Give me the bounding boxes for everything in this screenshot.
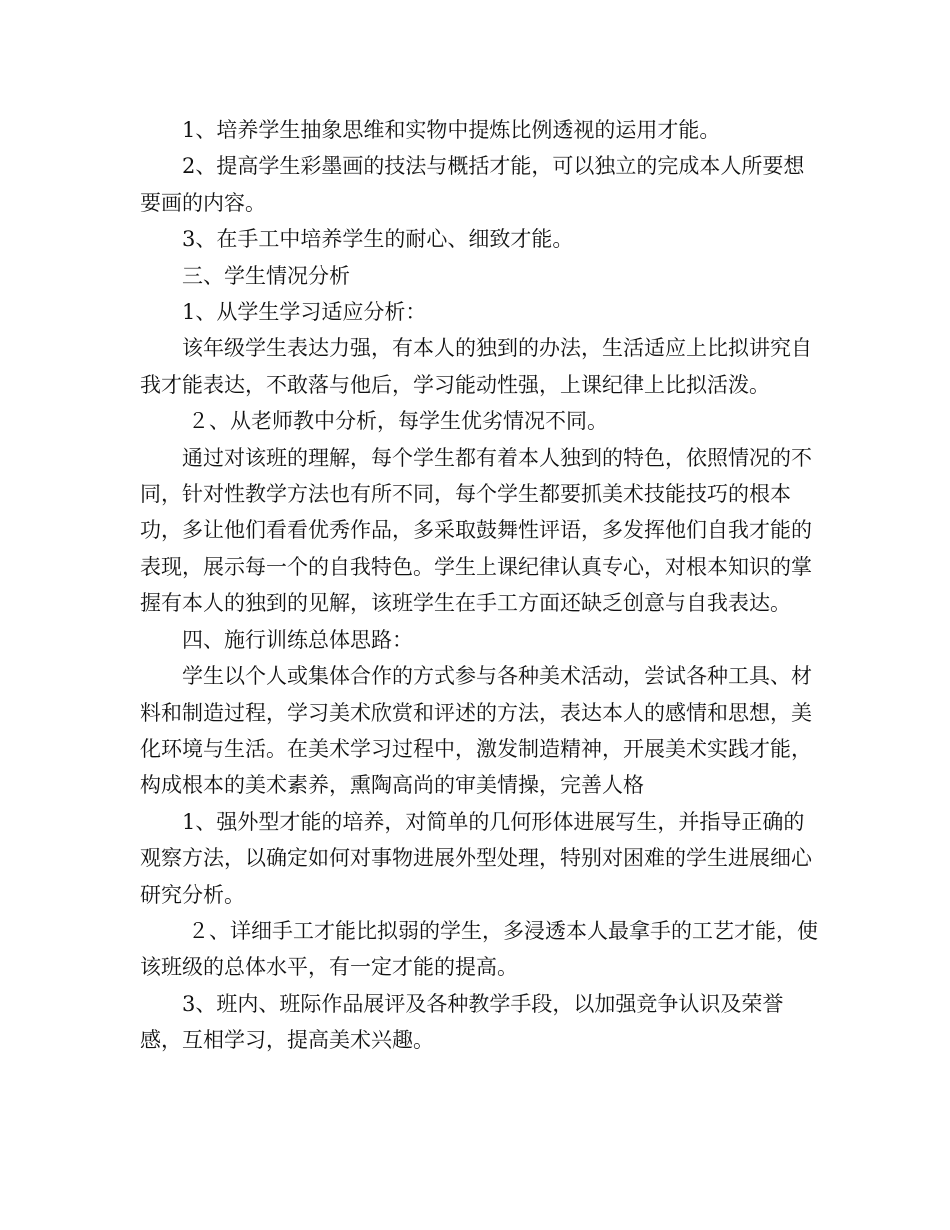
subheading-learning-habits: 1、从学生学习适应分析：: [182, 300, 427, 325]
paragraph-teaching-analysis: 通过对该班的理解，每个学生都有着本人独到的特色，依照情况的不同，针对性教学方法也有所不同，每个学生都要抓美术技能技巧的根本功，多让他们看看优秀作品，多采取鼓舞性评语，多发挥他们自我才能的表现，展示每一个的自我特色。学生上课纪律认真专心，对根本知识的掌握有本人的独到的见解，该班学生在手工方面还缺乏创意与自我表达。: [140, 445, 812, 616]
paragraph-approach-3: 3、班内、班际作品展评及各种教学手段，以加强竞争认识及荣誉感，互相学习，提高美术兴趣。: [140, 991, 784, 1053]
document-body: [140, 112, 820, 1059]
paragraph-goal-1: 1、培养学生抽象思维和实物中提炼比例透视的运用才能。: [182, 118, 721, 142]
paragraph-approach-2: ２、详细手工才能比拟弱的学生，多浸透本人最拿手的工艺才能，使该班级的总体水平，有一定才能的提高。: [140, 918, 818, 980]
paragraph-training-approach: 学生以个人或集体合作的方式参与各种美术活动，尝试各种工具、材料和制造过程，学习美术欣赏和评述的方法，表达本人的感情和思想，美化环境与生活。在美术学习过程中，激发制造精神，开展美术实践才能，构成根本的美术素养，熏陶高尚的审美情操，完善人格: [140, 664, 812, 798]
subheading-teaching-analysis: ２、从老师教中分析，每学生优劣情况不同。: [188, 409, 608, 434]
paragraph-approach-1: 1、强外型才能的培养，对简单的几何形体进展写生，并指导正确的观察方法，以确定如何对事物进展外型处理，特别对困难的学生进展细心研究分析。: [140, 809, 812, 907]
section-heading-student-analysis: 三、学生情况分析: [182, 263, 350, 288]
section-heading-training-approach: 四、施行训练总体思路：: [182, 627, 413, 652]
paragraph-learning-habits: 该年级学生表达力强，有本人的独到的办法，生活适应上比拟讲究自我才能表达，不敢落与他后，学习能动性强，上课纪律上比拟活泼。: [140, 336, 812, 397]
paragraph-goal-3: 3、在手工中培养学生的耐心、细致才能。: [182, 227, 574, 252]
paragraph-goal-2: 2、提高学生彩墨画的技法与概括才能，可以独立的完成本人所要想要画的内容。: [140, 154, 805, 215]
